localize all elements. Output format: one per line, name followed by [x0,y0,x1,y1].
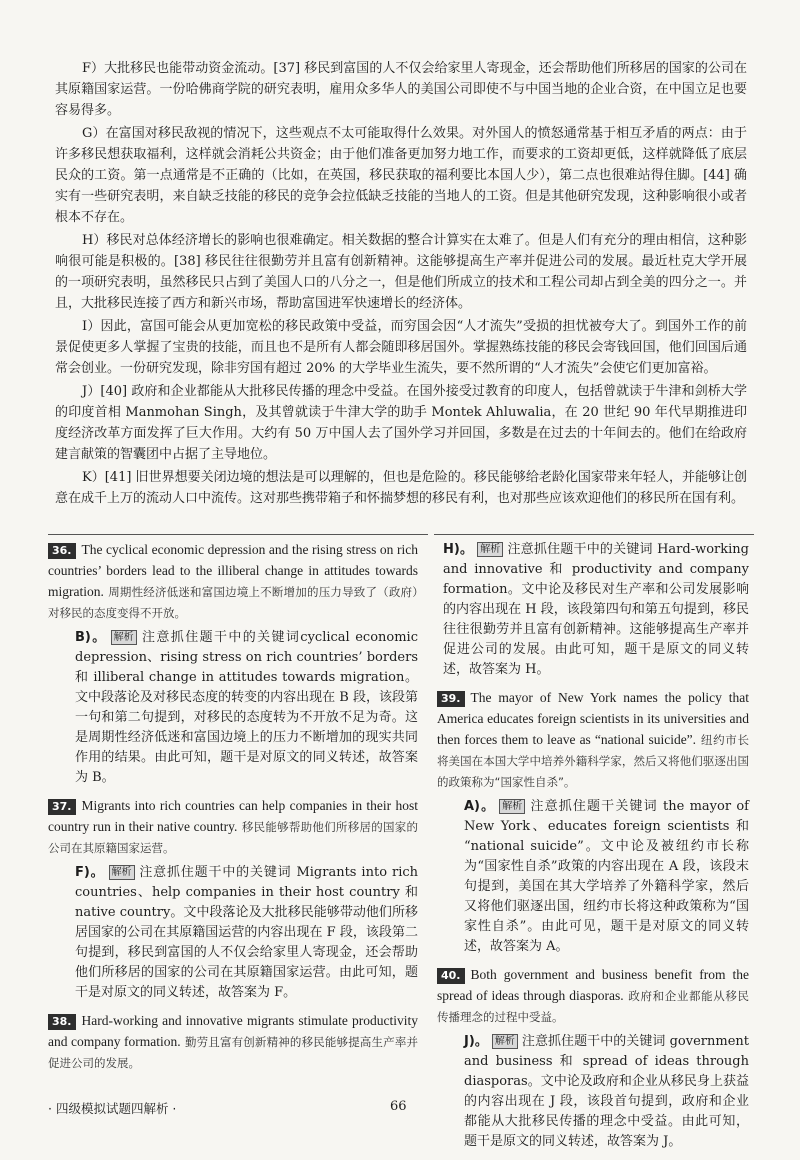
question-38 [48,1011,418,1074]
answer-36 [75,628,418,788]
question-chinese: 移民能够帮助他们所移居的国家的公司在其原籍国家运营。 [48,820,419,855]
answer-40 [464,1032,749,1152]
passage [55,58,747,511]
paragraph-i: I）因此，富国可能会从更加宽松的移民政策中受益，而穷国会因“人才流失”受损的担忧被夸大了。到国外工作的前景促使更多人掌握了宝贵的技能，而且也不是所有人都会随即移居国外。掌握熟练技能的移民会寄钱回国，他们回国后通常会创业。一份研究发现，除非穷国有超过 20% 的大学毕业生流失，要不然所谓的“人才流失”会使它们更加富裕。 [55,319,747,376]
paragraph-g: G）在富国对移民敌视的情况下，这些观点不太可能取得什么效果。对外国人的愤怒通常基于相互矛盾的两点：由于许多移民想获取福利，这样就会消耗公共资金；由于他们准备更加努力地工作，而要求的工资却更低，这样就降低了底层民众的工资。第一点通常是不正确的（比如，在英国，移民获取的福利要比本国人少），第二点也很难站得住脚。[44] 确实有一些研究表明，来自缺乏技能的移民的竞争会拉低缺乏技能的当地人的工资。但是其他研究发现，这种影响很小或者根本不存在。 [55,126,747,225]
question-number: 37. [48,799,76,815]
answer-analysis: 注意抓住题干中的关键词 Hard-working and innovative 和 productivity and company formation。文中论及移民对生产率和公司发展影响的内容出现在 H 段，该段第四句和第五句提到，移民往往很勤劳并且富有创新精神。这能够提高生产率并促进公司的发展。由此可知，题干是原文的同义转述，故答案为 H。 [443,542,750,677]
paragraph-h: H）移民对总体经济增长的影响也很难确定。相关数据的整合计算实在太难了。但是人们有充分的理由相信，这种影响很可能是积极的。[38] 移民往往很勤劳并且富有创新精神。这能够提高生产率并促进公司的发展。最近杜克大学开展的一项研究表明，虽然移民只占到了美国人口的八分之一，但是他们所成立的技术和工程公司却占到全美的四分之一。并且，大批移民连接了西方和新兴市场，帮助富国进军快速增长的经济体。 [55,233,747,311]
answer-letter: J)。 [464,1034,488,1049]
analysis-tag-icon: 解析 [492,1034,518,1049]
paragraph-f: F）大批移民也能带动资金流动。[37] 移民到富国的人不仅会给家里人寄现金，还会帮助他们所移居的国家的公司在其原籍国家运营。一份哈佛商学院的研究表明，雇用众多华人的美国公司即使不与中国当地的企业合资，在中国立足也要容易得多。 [55,61,747,118]
question-english: The cyclical economic depression and the rising stress on rich countries’ borders lead to the illiberal change in attitudes towards migration. [48,542,418,599]
page-number: 66 [390,1099,407,1114]
answer-letter: A)。 [464,799,496,814]
question-english: Hard-working and innovative migrants stimulate productivity and company formation. [48,1013,418,1049]
answer-39 [464,797,749,957]
answer-letter: B)。 [75,630,107,645]
question-number: 38. [48,1014,76,1030]
question-chinese: 勤劳且富有创新精神的移民能够提高生产率并促进公司的发展。 [48,1035,419,1070]
question-number: 39. [437,691,465,707]
answer-analysis: 注意抓住题干关键词 the mayor of New York、educates foreign scientists 和 “national suicide”。文中论及被纽约市长称为“国家性自杀”政策的内容出现在 A 段，该段末句提到，美国在其大学培养了外籍科学家，然后又将他们驱逐出国，纽约市长将这种政策称为“国家性自杀”。由此可见，题干是对原文的同义转述，故答案为 A。 [464,799,749,954]
paragraph-j: J）[40] 政府和企业都能从大批移民传播的理念中受益。在国外接受过教育的印度人，包括曾就读于牛津和剑桥大学的印度首相 Manmohan Singh，及其曾就读于牛津大学的助手 Montek Ahluwalia，在 20 世纪 90 年代早期推进印度经济改革方面发挥了巨大作用。大约有 50 万中国人去了国外学习并回国，多数是在过去的十年间去的。他们在给政府建言献策的智囊团中占据了主导地位。 [55,384,747,462]
question-37 [48,796,418,859]
question-english: Migrants into rich countries can help companies in their host country run in their native country. [48,798,418,834]
question-39 [437,688,749,793]
analysis-tag-icon: 解析 [111,630,137,645]
analysis-tag-icon: 解析 [477,542,503,557]
question-40 [437,965,749,1028]
question-number: 36. [48,543,76,559]
paragraph-k: K）[41] 旧世界想要关闭边境的想法是可以理解的，但也是危险的。移民能够给老龄化国家带来年轻人，并能够让创意在成千上万的流动人口中流传。这对那些携带箱子和怀揣梦想的移民有利，也对那些应该欢迎他们的移民所在国有利。 [55,470,747,506]
question-english: Both government and business benefit from the spread of ideas through diasporas. [437,967,749,1003]
answer-analysis: 注意抓住题干中的关键词 Migrants into rich countries、help companies in their host country 和 native country。文中段落论及大批移民能够带动他们所移居国家的公司在其原籍国运营的内容出现在 F 段，该段第二句提到，移民到富国的人不仅会给家里人寄现金，还会帮助他们所移居的国家的公司在其原籍国家运营。由此可知，题干是对原文的同义转述，故答案为 F。 [75,865,419,1000]
question-chinese: 纽约市长将美国在本国大学中培养外籍科学家，然后又将他们驱逐出国的政策称为“国家性自杀”。 [437,733,750,789]
answer-analysis: 注意抓住题干中的关键词cyclical economic depression、rising stress on rich countries’ borders 和 illiberal change in attitudes towards migration。文中段落论及对移民态度的转变的内容出现在 B 段，该段第一句和第二句提到，对移民的态度转为不开放不足为奇。这是周期性经济低迷和富国边境上的压力不断增加的现实共同作用的结果。由此可知，题干是对原文的同义转述，故答案为 B。 [75,630,418,785]
analysis-tag-icon: 解析 [499,799,525,814]
answers-left-column [48,540,418,1078]
analysis-tag-icon: 解析 [109,865,135,880]
question-english: The mayor of New York names the policy that America educates foreign scientists in its universities and then forces them to leave as “national suicide”. [437,690,749,747]
answer-letter: H)。 [443,542,474,557]
divider-left [48,534,428,535]
question-chinese: 政府和企业都能从移民传播理念的过程中受益。 [437,989,750,1024]
answer-38 [443,540,749,680]
footer-title: · 四级模拟试题四解析 · [48,1101,177,1116]
question-chinese: 周期性经济低迷和富国边境上不断增加的压力导致了（政府）对移民的态度变得不开放。 [48,585,418,620]
question-number: 40. [437,968,465,984]
question-36 [48,540,418,624]
answer-letter: F)。 [75,865,105,880]
answer-analysis: 注意抓住题干中的关键词 government and business 和 spread of ideas through diasporas。文中论及政府和企业从移民身上获益的内容出现在 J 段，该段首句提到，政府和企业都能从大批移民传播的理念中受益。由此可知，题干是原文的同义转述，故答案为 J。 [464,1034,749,1149]
answer-37 [75,863,418,1003]
divider-right [434,534,754,535]
answers-right-column [437,540,749,1160]
